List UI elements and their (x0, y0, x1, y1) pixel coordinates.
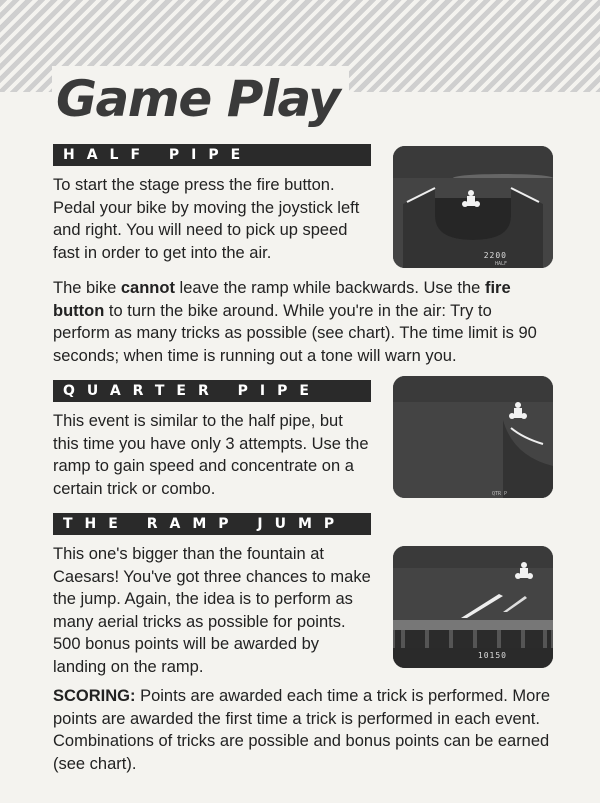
half-pipe-event-label: HALF (494, 261, 507, 267)
scoring-text: Points are awarded each time a trick is performed. More points are awarded the first time a trick is performed in each event. Combinations of tricks are possible and bonus points can be earned (see chart). (53, 687, 551, 773)
scoring-paragraph (53, 685, 558, 775)
half-pipe-rules-paragraph (53, 277, 553, 367)
ramp-jump-screenshot (393, 546, 553, 668)
half-pipe-score: 2200 (483, 251, 507, 260)
rules-text-1: The bike (53, 279, 121, 297)
quarter-pipe-scene (393, 376, 553, 498)
scoring-label: SCORING: (53, 687, 136, 705)
section-header-half-pipe: HALF PIPE (53, 144, 371, 166)
quarter-pipe-screenshot (393, 376, 553, 498)
ramp-jump-score: 10150 (477, 651, 507, 660)
rules-text-3: to turn the bike around. While you're in the air: Try to perform as many tricks as possible (see chart). The time limit is 90 seconds; when time is running out a tone will warn you. (53, 301, 537, 365)
half-pipe-paragraph: To start the stage press the fire button. Pedal your bike by moving the joystick left and right. You will need to pick up speed fast in order to get into the air. (53, 176, 360, 262)
half-pipe-screenshot (393, 146, 553, 268)
quarter-pipe-paragraph: This event is similar to the half pipe, but this time you have only 3 attempts. Use the ramp to gain speed and concentrate on a certain trick or combo. (53, 412, 369, 498)
page-title: Game Play (52, 66, 349, 132)
half-pipe-scene (393, 146, 553, 268)
ramp-jump-scene (393, 546, 553, 668)
rules-text-2: leave the ramp while backwards. Use the (174, 279, 485, 297)
section-header-ramp-jump: THE RAMP JUMP (53, 513, 371, 535)
quarter-pipe-event-label: QTR P (491, 491, 507, 497)
section-header-quarter-pipe: QUARTER PIPE (53, 380, 371, 402)
rules-bold-fire-button: fire button (53, 279, 511, 320)
rules-bold-cannot: cannot (120, 279, 175, 297)
ramp-jump-paragraph: This one's bigger than the fountain at Caesars! You've got three chances to make the jump. Again, the idea is to perform as many aerial tricks as possible for points. 500 bonus points will be awarded by landing on the ramp. (53, 545, 371, 676)
